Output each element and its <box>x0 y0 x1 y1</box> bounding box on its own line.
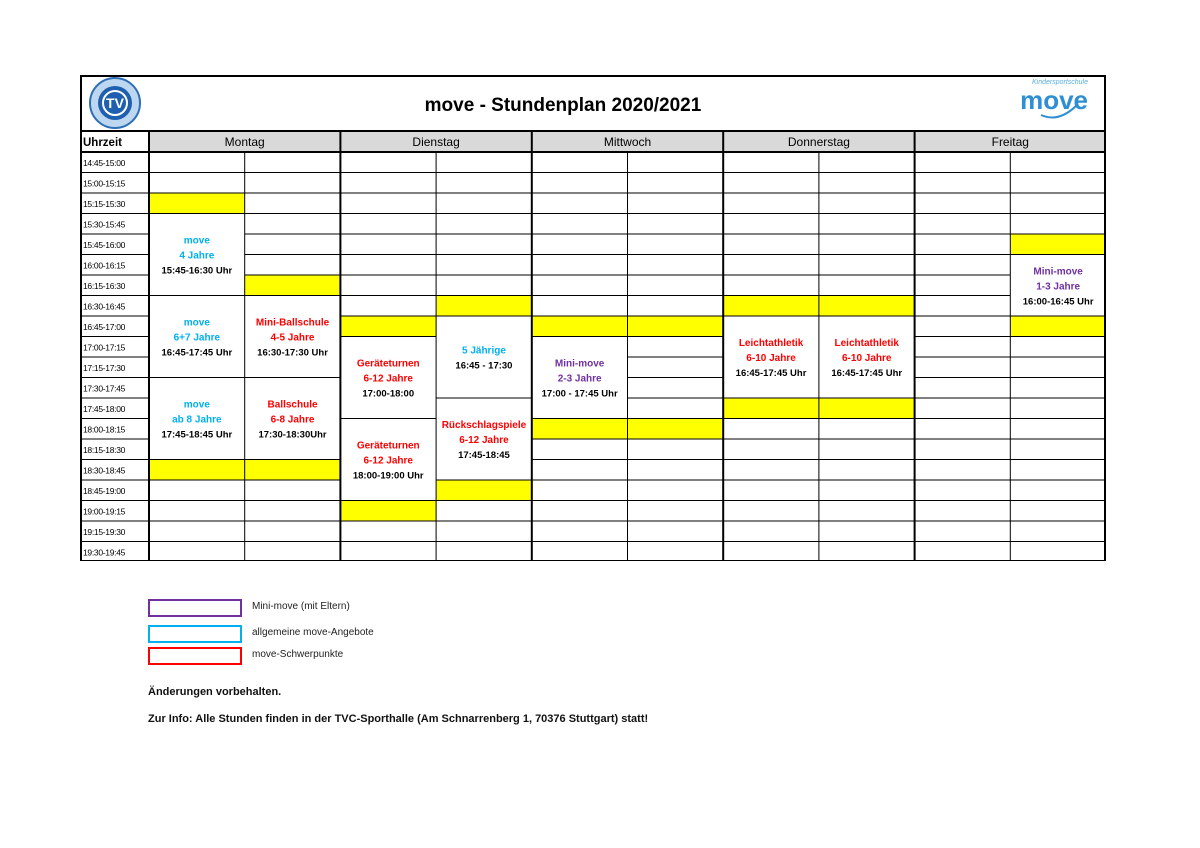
time-label: 15:30-15:45 <box>83 219 126 230</box>
yellow-slot <box>340 316 436 337</box>
yellow-slot <box>245 275 341 296</box>
time-label: 18:30-18:45 <box>83 465 126 476</box>
class-time: 16:30-17:30 Uhr <box>257 347 328 359</box>
note-location: Zur Info: Alle Stunden finden in der TVC-Sporthalle (Am Schnarrenberg 1, 70376 Stuttgart) statt! <box>148 713 649 725</box>
class-label: move <box>183 317 210 329</box>
yellow-slot <box>1010 234 1106 255</box>
schedule-grid <box>80 75 1106 561</box>
yellow-slot <box>532 316 628 337</box>
legend-swatch-blue <box>148 625 242 643</box>
time-label: 16:45-17:00 <box>83 322 126 332</box>
class-time: 17:45-18:45 Uhr <box>161 429 233 441</box>
class-label: 2-3 Jahre <box>557 373 602 385</box>
time-label: 16:00-16:15 <box>83 260 126 271</box>
class-time: 17:45-18:45 <box>458 450 510 461</box>
class-time: 15:45-16:30 Uhr <box>161 265 233 277</box>
class-label: 5 Jährige <box>461 345 506 357</box>
class-time: 16:45 - 17:30 <box>455 360 513 372</box>
legend-swatch-red <box>148 647 242 665</box>
class-label: Leichtathletik <box>834 338 899 349</box>
class-label: Leichtathletik <box>738 338 804 349</box>
class-time: 18:00-19:00 Uhr <box>352 470 424 482</box>
class-label: Geräteturnen <box>356 358 420 370</box>
time-label: 14:45-15:00 <box>83 158 126 168</box>
class-label: Mini-Ballschule <box>255 317 330 329</box>
class-label: Geräteturnen <box>356 440 420 452</box>
yellow-slot <box>819 296 915 317</box>
time-label: 17:00-17:15 <box>83 342 126 353</box>
legend-swatch-purple <box>148 599 242 617</box>
yellow-slot <box>436 480 532 501</box>
class-label: move <box>183 399 210 411</box>
class-label: ab 8 Jahre <box>172 414 222 426</box>
yellow-slot <box>1010 316 1106 337</box>
class-label: 6+7 Jahre <box>173 332 221 344</box>
legend-label: allgemeine move-Angebote <box>252 627 374 638</box>
yellow-slot <box>723 398 819 419</box>
tv-logo-text: TV <box>106 95 124 111</box>
class-time: 16:45-17:45 Uhr <box>831 368 903 379</box>
class-time: 17:00-18:00 <box>362 388 415 400</box>
time-label: 15:15-15:30 <box>83 199 126 209</box>
logo-word: move <box>1020 85 1088 115</box>
class-time: 17:30-18:30Uhr <box>258 429 327 441</box>
day-header-dienstag: Dienstag <box>412 135 460 149</box>
time-label: 16:30-16:45 <box>83 301 126 312</box>
day-header-donnerstag: Donnerstag <box>787 135 850 149</box>
page-title: move - Stundenplan 2020/2021 <box>424 95 702 116</box>
time-label: 18:15-18:30 <box>83 445 126 455</box>
yellow-slot <box>628 316 724 337</box>
day-header-mittwoch: Mittwoch <box>603 135 652 149</box>
class-label: 1-3 Jahre <box>1036 281 1081 293</box>
time-label: 16:15-16:30 <box>83 281 126 291</box>
class-label: 6-10 Jahre <box>746 353 796 364</box>
time-label: 17:15-17:30 <box>83 363 126 373</box>
time-label: 15:45-16:00 <box>83 240 126 250</box>
schedule-table <box>80 75 1106 561</box>
time-label: 19:15-19:30 <box>83 527 126 537</box>
class-label: Ballschule <box>267 399 318 411</box>
class-label: 6-8 Jahre <box>270 414 315 426</box>
class-time: 16:45-17:45 Uhr <box>161 347 233 359</box>
class-label: Mini-move <box>554 358 605 370</box>
class-label: Rückschlagspiele <box>441 420 527 431</box>
time-label: 18:00-18:15 <box>83 424 126 435</box>
time-header: Uhrzeit <box>83 137 122 149</box>
class-label: 4-5 Jahre <box>270 332 315 344</box>
class-label: 4 Jahre <box>179 250 215 262</box>
legend-label: move-Schwerpunkte <box>252 649 344 660</box>
yellow-slot <box>340 501 436 522</box>
time-label: 19:30-19:45 <box>83 547 126 558</box>
yellow-slot <box>436 296 532 317</box>
yellow-slot <box>149 460 245 481</box>
time-label: 15:00-15:15 <box>83 178 126 189</box>
class-time: 16:45-17:45 Uhr <box>735 368 807 379</box>
class-label: 6-12 Jahre <box>363 455 413 467</box>
class-label: Mini-move <box>1033 266 1083 278</box>
time-label: 18:45-19:00 <box>83 486 126 496</box>
yellow-slot <box>628 419 724 440</box>
yellow-slot <box>532 419 628 440</box>
yellow-slot <box>723 296 819 317</box>
class-label: 6-12 Jahre <box>363 373 413 385</box>
yellow-slot <box>819 398 915 419</box>
class-label: 6-12 Jahre <box>459 435 509 446</box>
class-time: 17:00 - 17:45 Uhr <box>541 388 618 400</box>
note-changes: Änderungen vorbehalten. <box>148 686 282 698</box>
logo-caption: Kindersportschule <box>1031 79 1088 86</box>
day-header-montag: Montag <box>224 135 265 149</box>
time-label: 19:00-19:15 <box>83 506 126 517</box>
time-label: 17:45-18:00 <box>83 404 126 414</box>
yellow-slot <box>245 460 341 481</box>
yellow-slot <box>149 193 245 214</box>
time-label: 17:30-17:45 <box>83 383 126 394</box>
day-header-freitag: Freitag <box>991 135 1029 149</box>
class-label: move <box>183 235 210 247</box>
legend-label: Mini-move (mit Eltern) <box>252 601 350 612</box>
class-label: 6-10 Jahre <box>842 353 892 364</box>
class-time: 16:00-16:45 Uhr <box>1022 296 1094 308</box>
